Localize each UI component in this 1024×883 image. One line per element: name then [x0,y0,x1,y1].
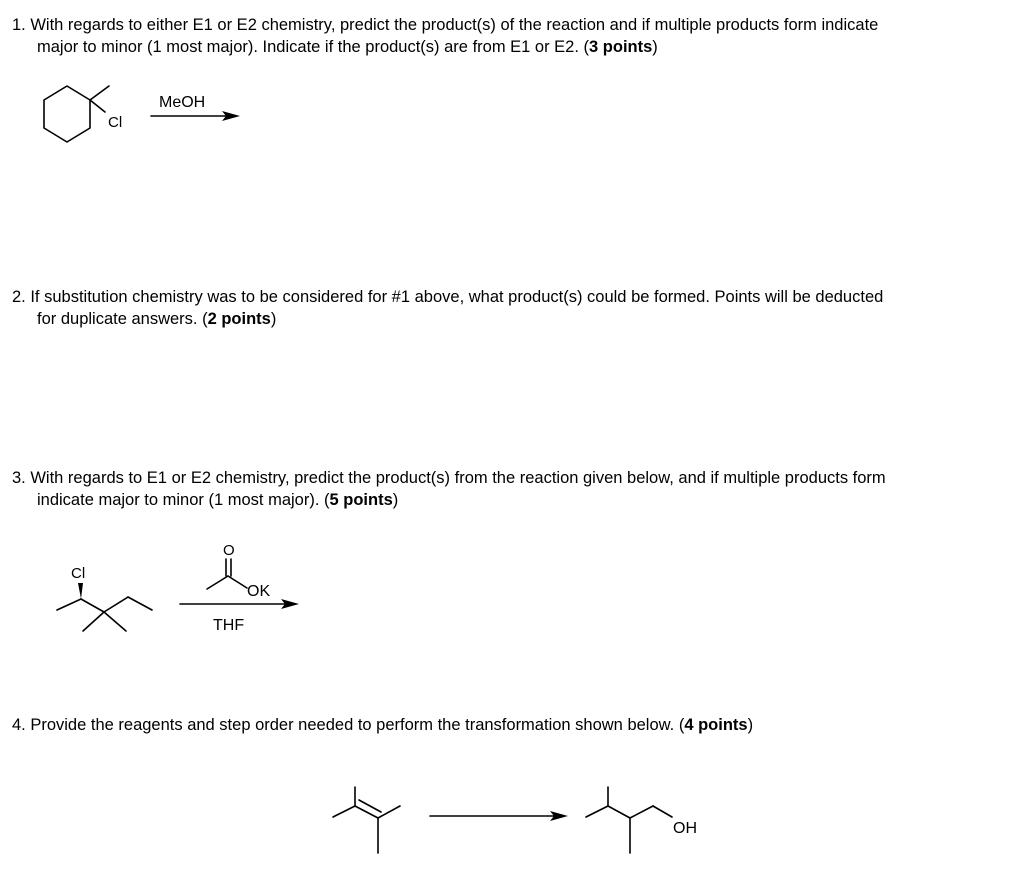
hydroxyl-label: OH [673,820,697,837]
question-3-line2: indicate major to minor (1 most major). (5 points) [37,491,399,509]
chlorine-atom-label: Cl [71,565,86,582]
reagent-meoh: MeOH [159,94,206,111]
question-1-line1: 1. With regards to either E1 or E2 chemistry, predict the product(s) of the reaction and if multiple products form indicate [12,16,879,34]
methyl-left-bond [333,806,355,817]
chlorine-atom-label: Cl [108,114,123,131]
question-2-line2: for duplicate answers. (2 points) [37,310,277,328]
question-1-points: 3 points [589,38,653,56]
oh-bond [653,806,672,817]
question-1-line2: major to minor (1 most major). Indicate if the product(s) are from E1 or E2. (3 points) [37,38,658,56]
ch2-bond [630,806,653,818]
question-3-line1: 3. With regards to E1 or E2 chemistry, predict the product(s) from the reaction given below, and if multiple products form [12,469,886,487]
carbonyl-oxygen-label: O [223,542,235,559]
question-2-points: 2 points [207,310,271,328]
question-2-line1: 2. If substitution chemistry was to be considered for #1 above, what product(s) could be formed. Points will be deducted [12,288,884,306]
backbone-bond [608,806,630,818]
solvent-thf: THF [213,617,245,634]
potassium-oxide-label: OK [247,583,271,600]
question-4-points: 4 points [684,716,748,734]
question-4-line1: 4. Provide the reagents and step order needed to perform the transformation shown below. (4 points) [12,716,754,734]
question-3-points: 5 points [329,491,393,509]
methyl-left-bond [586,806,608,817]
